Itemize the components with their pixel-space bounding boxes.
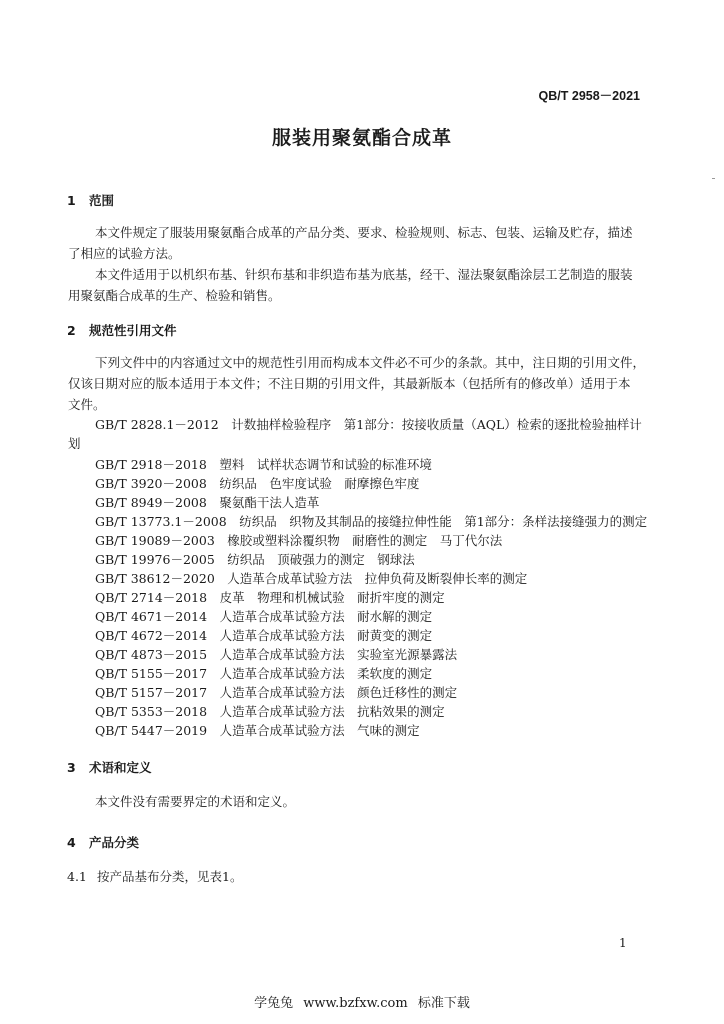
section-number: 2 bbox=[67, 323, 76, 338]
section-2-heading bbox=[67, 321, 177, 339]
reference-item: QB/T 5447－2019 人造革合成革试验方法 气味的测定 bbox=[95, 723, 420, 738]
reference-item: GB/T 38612－2020 人造革合成革试验方法 拉伸负荷及断裂伸长率的测定 bbox=[95, 571, 528, 586]
reference-item: 划 bbox=[68, 436, 81, 451]
paragraph-line: 本文件没有需要界定的术语和定义。 bbox=[95, 794, 296, 809]
reference-item: QB/T 5353－2018 人造革合成革试验方法 抗粘效果的测定 bbox=[95, 704, 445, 719]
section-title: 规范性引用文件 bbox=[89, 323, 177, 338]
section-number: 4 bbox=[67, 835, 76, 850]
paragraph-line: 本文件规定了服装用聚氨酯合成革的产品分类、要求、检验规则、标志、包装、运输及贮存，描述 bbox=[95, 225, 633, 240]
reference-item: GB/T 2828.1－2012 计数抽样检验程序 第1部分：按接收质量（AQL）检索的逐批检验抽样计 bbox=[95, 417, 642, 432]
reference-item: QB/T 2714－2018 皮革 物理和机械试验 耐折牢度的测定 bbox=[95, 590, 445, 605]
section-3-heading bbox=[67, 758, 152, 776]
reference-item: QB/T 4672－2014 人造革合成革试验方法 耐黄变的测定 bbox=[95, 628, 433, 643]
section-title: 产品分类 bbox=[89, 835, 140, 850]
paragraph-line: 用聚氨酯合成革的生产、检验和销售。 bbox=[68, 288, 281, 303]
edge-mark bbox=[712, 178, 715, 179]
paragraph-line: 下列文件中的内容通过文中的规范性引用而构成本文件必不可少的条款。其中，注日期的引用文件， bbox=[95, 355, 646, 370]
clause-number: 4.1 bbox=[67, 869, 87, 884]
document-title: 服装用聚氨酯合成革 bbox=[271, 127, 452, 149]
reference-item: GB/T 13773.1－2008 纺织品 织物及其制品的接缝拉伸性能 第1部分：条样法接缝强力的测定 bbox=[95, 514, 648, 529]
clause-4-1 bbox=[67, 866, 242, 888]
watermark-footer: 学兔兔 www.bzfxw.com 标准下载 bbox=[254, 996, 470, 1011]
reference-item: GB/T 8949－2008 聚氨酯干法人造革 bbox=[95, 495, 320, 510]
paragraph-line: 了相应的试验方法。 bbox=[68, 246, 181, 261]
reference-item: GB/T 2918－2018 塑料 试样状态调节和试验的标准环境 bbox=[95, 457, 432, 472]
section-number: 3 bbox=[67, 760, 76, 775]
reference-item: QB/T 5155－2017 人造革合成革试验方法 柔软度的测定 bbox=[95, 666, 433, 681]
reference-item: GB/T 19976－2005 纺织品 顶破强力的测定 钢球法 bbox=[95, 552, 415, 567]
paragraph-line: 本文件适用于以机织布基、针织布基和非织造布基为底基，经干、湿法聚氨酯涂层工艺制造的服装 bbox=[95, 267, 633, 282]
page-number: 1 bbox=[619, 936, 627, 950]
section-title: 术语和定义 bbox=[89, 760, 152, 775]
reference-item: QB/T 5157－2017 人造革合成革试验方法 颜色迁移性的测定 bbox=[95, 685, 458, 700]
reference-item: QB/T 4671－2014 人造革合成革试验方法 耐水解的测定 bbox=[95, 609, 433, 624]
paragraph-line: 文件。 bbox=[68, 397, 106, 412]
document-id: QB/T 2958－2021 bbox=[538, 89, 640, 103]
clause-text: 按产品基布分类，见表1。 bbox=[97, 869, 243, 884]
section-title: 范围 bbox=[89, 193, 115, 208]
section-1-heading bbox=[67, 191, 114, 209]
reference-item: QB/T 4873－2015 人造革合成革试验方法 实验室光源暴露法 bbox=[95, 647, 458, 662]
paragraph-line: 仅该日期对应的版本适用于本文件；不注日期的引用文件，其最新版本（包括所有的修改单）适用于本 bbox=[68, 376, 631, 391]
reference-item: GB/T 19089－2003 橡胶或塑料涂覆织物 耐磨性的测定 马丁代尔法 bbox=[95, 533, 503, 548]
section-4-heading bbox=[67, 833, 139, 851]
section-number: 1 bbox=[67, 193, 76, 208]
reference-item: GB/T 3920－2008 纺织品 色牢度试验 耐摩擦色牢度 bbox=[95, 476, 420, 491]
